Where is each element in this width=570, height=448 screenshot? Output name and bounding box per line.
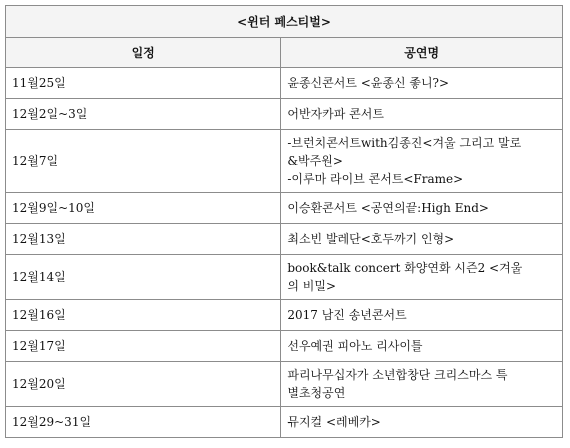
show-cell: 이승환콘서트 <공연의끝:High End>: [281, 193, 563, 224]
show-line: 별초청공연: [287, 386, 346, 400]
header-show-name: 공연명: [281, 38, 563, 68]
table-row: [6, 255, 563, 300]
table-row: [6, 300, 563, 331]
table-row: [6, 68, 563, 99]
date-cell: 11월25일: [6, 68, 281, 99]
date-cell: 12월29~31일: [6, 407, 281, 438]
show-line: -이루마 라이브 콘서트<Frame>: [287, 172, 464, 186]
table-row: [6, 99, 563, 130]
date-cell: 12월14일: [6, 255, 281, 300]
date-cell: 12월13일: [6, 224, 281, 255]
date-cell: 12월2일~3일: [6, 99, 281, 130]
title-row: [6, 6, 563, 38]
show-cell: [281, 255, 563, 300]
show-cell: 윤종신콘서트 <윤종신 좋니?>: [281, 68, 563, 99]
show-line: &박주원>: [287, 154, 343, 168]
date-cell: 12월20일: [6, 362, 281, 407]
show-cell: 최소빈 발레단<호두까기 인형>: [281, 224, 563, 255]
date-cell: 12월7일: [6, 130, 281, 193]
show-line: 파리나무십자가 소년합창단 크리스마스 특: [287, 368, 508, 382]
show-cell: [281, 130, 563, 193]
table-row: [6, 331, 563, 362]
show-line: -브런치콘서트with김종진<겨울 그리고 말로: [287, 136, 522, 150]
show-line: book&talk concert 화양연화 시즌2 <겨울: [287, 261, 523, 275]
table-title: <윈터 페스티벌>: [6, 6, 563, 38]
table-row: [6, 224, 563, 255]
header-row: [6, 38, 563, 68]
table-row: [6, 130, 563, 193]
table-row: [6, 193, 563, 224]
date-cell: 12월9일~10일: [6, 193, 281, 224]
winter-festival-table: [5, 5, 563, 438]
show-cell: 어반자카파 콘서트: [281, 99, 563, 130]
show-cell: 선우예권 피아노 리사이틀: [281, 331, 563, 362]
festival-table-wrapper: [5, 5, 563, 438]
show-line: 의 비밀>: [287, 279, 337, 293]
date-cell: 12월17일: [6, 331, 281, 362]
show-cell: 2017 남진 송년콘서트: [281, 300, 563, 331]
table-row: [6, 407, 563, 438]
show-cell: [281, 362, 563, 407]
date-cell: 12월16일: [6, 300, 281, 331]
header-schedule: 일정: [6, 38, 281, 68]
table-row: [6, 362, 563, 407]
show-cell: 뮤지컬 <레베카>: [281, 407, 563, 438]
